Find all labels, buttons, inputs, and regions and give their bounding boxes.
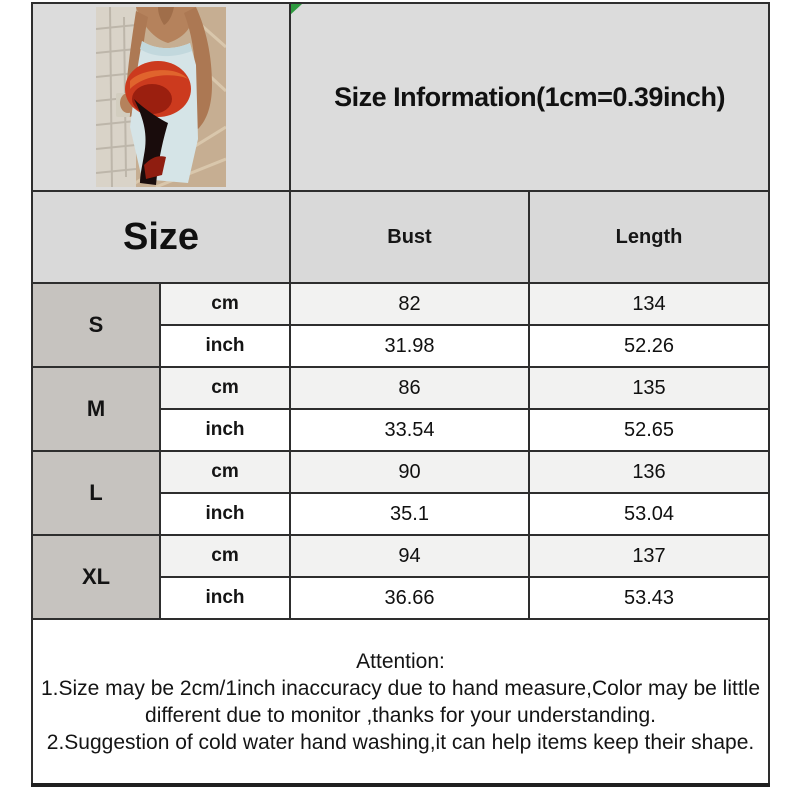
size-xl-inch-bust: 36.66 [290,577,529,619]
size-s-cm-length: 134 [529,283,769,325]
green-corner-marker-icon [290,4,302,16]
column-header-bust: Bust [290,191,529,283]
size-s-cm-bust: 82 [290,283,529,325]
size-info-header-cell [290,3,769,191]
size-m-cm-length: 135 [529,367,769,409]
attention-row [32,619,769,785]
size-xl-cm-bust: 94 [290,535,529,577]
unit-label-inch: inch [160,409,290,451]
product-photo [33,4,289,190]
top-row [32,3,769,191]
size-s-inch-length: 52.26 [529,325,769,367]
unit-label-cm: cm [160,367,290,409]
size-s-cm-row [32,283,769,325]
size-m-inch-length: 52.65 [529,409,769,451]
size-l-inch-bust: 35.1 [290,493,529,535]
size-info-header [291,4,768,190]
size-chart-table [31,2,770,787]
size-m-cm-row [32,367,769,409]
size-label-s: S [32,283,160,367]
size-label-xl: XL [32,535,160,619]
unit-label-cm: cm [160,535,290,577]
unit-label-cm: cm [160,451,290,493]
size-l-inch-length: 53.04 [529,493,769,535]
size-label-l: L [32,451,160,535]
unit-label-inch: inch [160,493,290,535]
product-photo-illustration [96,7,226,187]
size-l-cm-bust: 90 [290,451,529,493]
size-xl-inch-length: 53.43 [529,577,769,619]
size-m-cm-bust: 86 [290,367,529,409]
unit-label-cm: cm [160,283,290,325]
attention-section [32,619,769,785]
size-xl-cm-length: 137 [529,535,769,577]
size-xl-cm-row [32,535,769,577]
size-label-m: M [32,367,160,451]
size-info-title: Size Information(1cm=0.39inch) [334,81,725,112]
product-photo-cell [32,3,290,191]
attention-note-1: 1.Size may be 2cm/1inch inaccuracy due to hand measure,Color may be little different due to monitor ,thanks for your understanding. [40,676,761,727]
attention-heading: Attention: [356,649,445,673]
size-m-inch-bust: 33.54 [290,409,529,451]
unit-label-inch: inch [160,577,290,619]
size-s-inch-bust: 31.98 [290,325,529,367]
unit-label-inch: inch [160,325,290,367]
size-l-cm-row [32,451,769,493]
size-l-cm-length: 136 [529,451,769,493]
attention-note-2: 2.Suggestion of cold water hand washing,it can help items keep their shape. [46,730,755,754]
column-header-row [32,191,769,283]
column-header-size: Size [32,191,290,283]
column-header-length: Length [529,191,769,283]
